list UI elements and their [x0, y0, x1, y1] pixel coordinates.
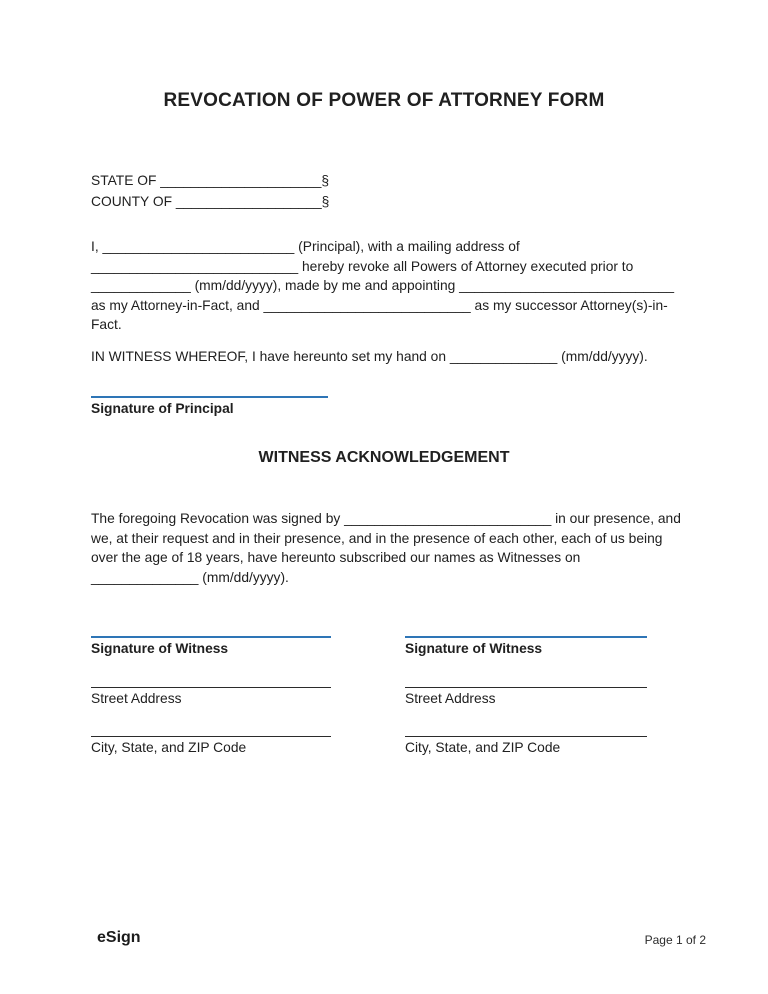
- state-of-line: STATE OF _____________________§: [91, 173, 330, 188]
- witness-2-city-label: City, State, and ZIP Code: [405, 740, 561, 755]
- in-witness-whereof-clause: IN WITNESS WHEREOF, I have hereunto set my hand on ______________ (mm/dd/yyyy).: [91, 349, 648, 364]
- witness-2-street-field: [405, 687, 647, 706]
- witness-2-street-line: [405, 687, 647, 688]
- witness-acknowledgement-heading: WITNESS ACKNOWLEDGEMENT: [258, 449, 510, 466]
- witness-2-street-label: Street Address: [405, 691, 496, 706]
- witness-1-city-label: City, State, and ZIP Code: [91, 740, 247, 755]
- paragraph-line: The foregoing Revocation was signed by ___________________________ in our presence, and: [91, 511, 681, 526]
- witness-1-street-line: [91, 687, 331, 688]
- witness-paragraph: [91, 509, 681, 587]
- principal-signature-field: [91, 396, 328, 416]
- witness-1-street-field: [91, 687, 331, 706]
- paragraph-line: ______________ (mm/dd/yyyy).: [91, 569, 289, 585]
- witness-1-city-field: [91, 736, 331, 755]
- witness-1-signature-label: Signature of Witness: [91, 641, 229, 656]
- witness-1-city-line: [91, 736, 331, 737]
- witness-2-signature-line: [405, 636, 647, 638]
- witness-2-city-field: [405, 736, 647, 755]
- paragraph-line: ___________________________ hereby revoke all Powers of Attorney executed prior to: [91, 258, 634, 274]
- paragraph-line: we, at their request and in their presence, and in the presence of each other, each of us being: [91, 530, 663, 546]
- witness-1-street-label: Street Address: [91, 691, 182, 706]
- witness-1-signature-field: [91, 636, 331, 656]
- witness-2-city-line: [405, 736, 647, 737]
- page-indicator: Page 1 of 2: [644, 933, 706, 947]
- witness-1-signature-line: [91, 636, 331, 638]
- principal-signature-line: [91, 396, 328, 398]
- paragraph-line: Fact.: [91, 317, 122, 332]
- principal-signature-label: Signature of Principal: [91, 401, 234, 416]
- jurisdiction-block: [91, 170, 329, 212]
- paragraph-line: I, _________________________ (Principal), with a mailing address of: [91, 239, 520, 254]
- esign-logo: eSign: [97, 929, 141, 946]
- paragraph-line: over the age of 18 years, have hereunto subscribed our names as Witnesses on: [91, 550, 581, 565]
- revocation-paragraph: [91, 237, 677, 335]
- paragraph-line: _____________ (mm/dd/yyyy), made by me and appointing ____________________________: [91, 278, 674, 293]
- witness-2-signature-label: Signature of Witness: [405, 641, 543, 656]
- paragraph-line: as my Attorney-in-Fact, and ___________________________ as my successor Attorney(s)-in-: [91, 297, 668, 313]
- document-title: REVOCATION OF POWER OF ATTORNEY FORM: [163, 90, 605, 111]
- witness-2-signature-field: [405, 636, 647, 656]
- county-of-line: COUNTY OF ___________________§: [91, 194, 330, 209]
